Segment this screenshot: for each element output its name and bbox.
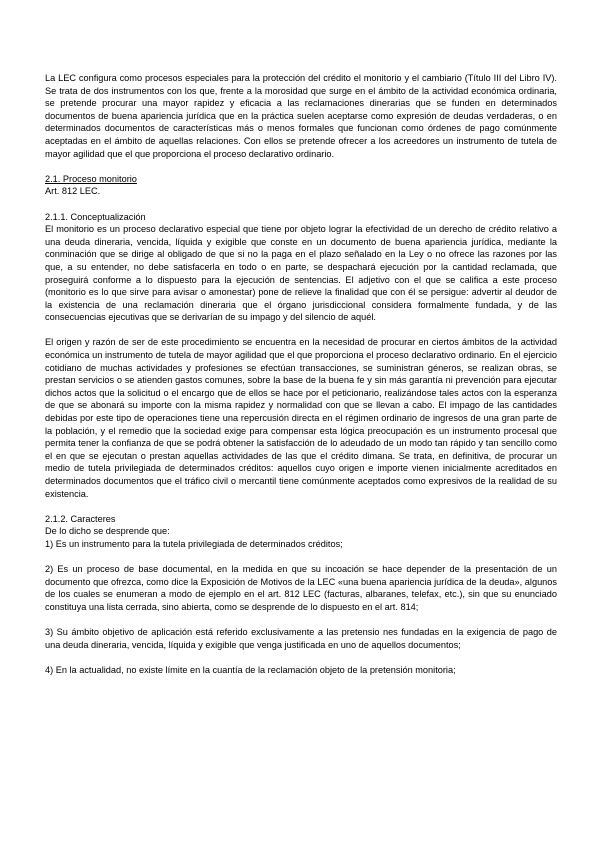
section-heading-proceso-monitorio: 2.1. Proceso monitorio: [45, 173, 137, 184]
caracteres-item-1: 1) Es un instrumento para la tutela privilegiada de determinados créditos;: [45, 538, 343, 549]
caracteres-lead: De lo dicho se desprende que:: [45, 526, 170, 537]
caracteres-item-3: 3) Su ámbito objetivo de aplicación está referido exclusivamente a las pretensio nes fundadas en la exigencia de pago de una deuda dineraria, vencida, líquida y exigible que venga justificada en uno de aquellos documentos;: [45, 627, 557, 650]
section-heading-conceptualizacion: 2.1.1. Conceptualización: [45, 211, 146, 222]
caracteres-item-4: 4) En la actualidad, no existe límite en la cuantía de la reclamación objeto de la pretensión monitoria;: [45, 664, 456, 675]
document-body: [45, 72, 557, 677]
intro-paragraph: La LEC configura como procesos especiales para la protección del crédito el monitorio y el cambiario (Título III del Libro IV). Se trata de dos instrumentos con los que, frente a la morosidad que surge en el ámbito de la actividad económica ordinaria, se pretende procurar una mayor rapidez y eficacia a las reclamaciones dinerarias que se funden en determinados documentos de buena apariencia jurídica que en la práctica suelen aceptarse como expresión de deudas verdaderas, o en determinados documentos de características más o menos formales que funcionan como órdenes de pago comúnmente aceptadas en el ámbito de aquellas relaciones. Con ellos se pretende ofrecer a los acreedores un instrumento de tutela de mayor agilidad que el que proporciona el proceso declarativo ordinario.: [45, 73, 557, 159]
article-reference: Art. 812 LEC.: [45, 186, 101, 197]
conceptualizacion-paragraph-2: El origen y razón de ser de este procedimiento se encuentra en la necesidad de procurar en ciertos ámbitos de la actividad económica un instrumento de tutela de mayor agilidad que el que proporciona el proceso declarativo ordinario. En el ejercicio cotidiano de muchas actividades y profesiones se efectúan transacciones, se suministran géneros, se realizan obras, se prestan servicios o se atienden gastos comunes, sobre la base de la buena fe y sin más garantía ni prevención para ejecutar dichos actos que la solicitud o el encargo que de ellos se hace por el peticionario, realizándose tales actos con la esperanza de que se abonará su importe con la misma rapidez y normalidad con que se llevan a cabo. El impago de las cantidades debidas por este tipo de operaciones tiene una repercusión directa en el régimen ordinario de ingresos de una gran parte de la población, y el remedio que la sociedad exige para compensar esta lógica preocupación es un instrumento procesal que permita tener la confianza de que se podrá obtener la satisfacción de lo adeudado de un modo tan rápido y tan sencillo como el en que se ejecutan o prestan aquellas actividades de las que el crédito dimana. Se trata, en definitiva, de procurar un medio de tutela privilegiada de determinados créditos: aquellos cuyo origen e importe vienen inicialmente acreditados en determinados documentos que el tráfico civil o mercantil tiene comúnmente aceptados como expresivos de la realidad de su existencia.: [45, 337, 557, 499]
section-heading-caracteres: 2.1.2. Caracteres: [45, 513, 116, 524]
caracteres-item-2: 2) Es un proceso de base documental, en la medida en que su incoación se hace depender de la presentación de un documento que ofrezca, como dice la Exposición de Motivos de la LEC «una buena apariencia jurídica de la deuda», algunos de los cuales se enumeran a modo de ejemplo en el art. 812 LEC (facturas, albaranes, telefax, etc.), sin que su enunciado constituya una lista cerrada, sino abierta, como se desprende de lo dispuesto en el art. 814;: [45, 564, 557, 612]
conceptualizacion-paragraph-1: El monitorio es un proceso declarativo especial que tiene por objeto lograr la efectividad de un derecho de crédito relativo a una deuda dineraria, vencida, líquida y exigible que conste en un documento de buena apariencia jurídica, mediante la conminación que se dirige al obligado de que si no la paga en el plazo señalado en la Ley o no ofrece las razones por las que, a su entender, no debe satisfacerla en todo o en parte, se despachará ejecución por la cantidad reclamada, que proseguirá conforme a lo dispuesto para la ejecución de sentencias. El adjetivo con el que se califica a este proceso (monitorio es lo que sirve para avisar o amonestar) pone de relieve la finalidad que con él se persigue: advertir al deudor de la existencia de una reclamación dineraria que el órgano jurisdiccional considera formalmente fundada, y de las consecuencias ejecutivas que se derivarían de su impago y del silencio de aquél.: [45, 224, 557, 323]
